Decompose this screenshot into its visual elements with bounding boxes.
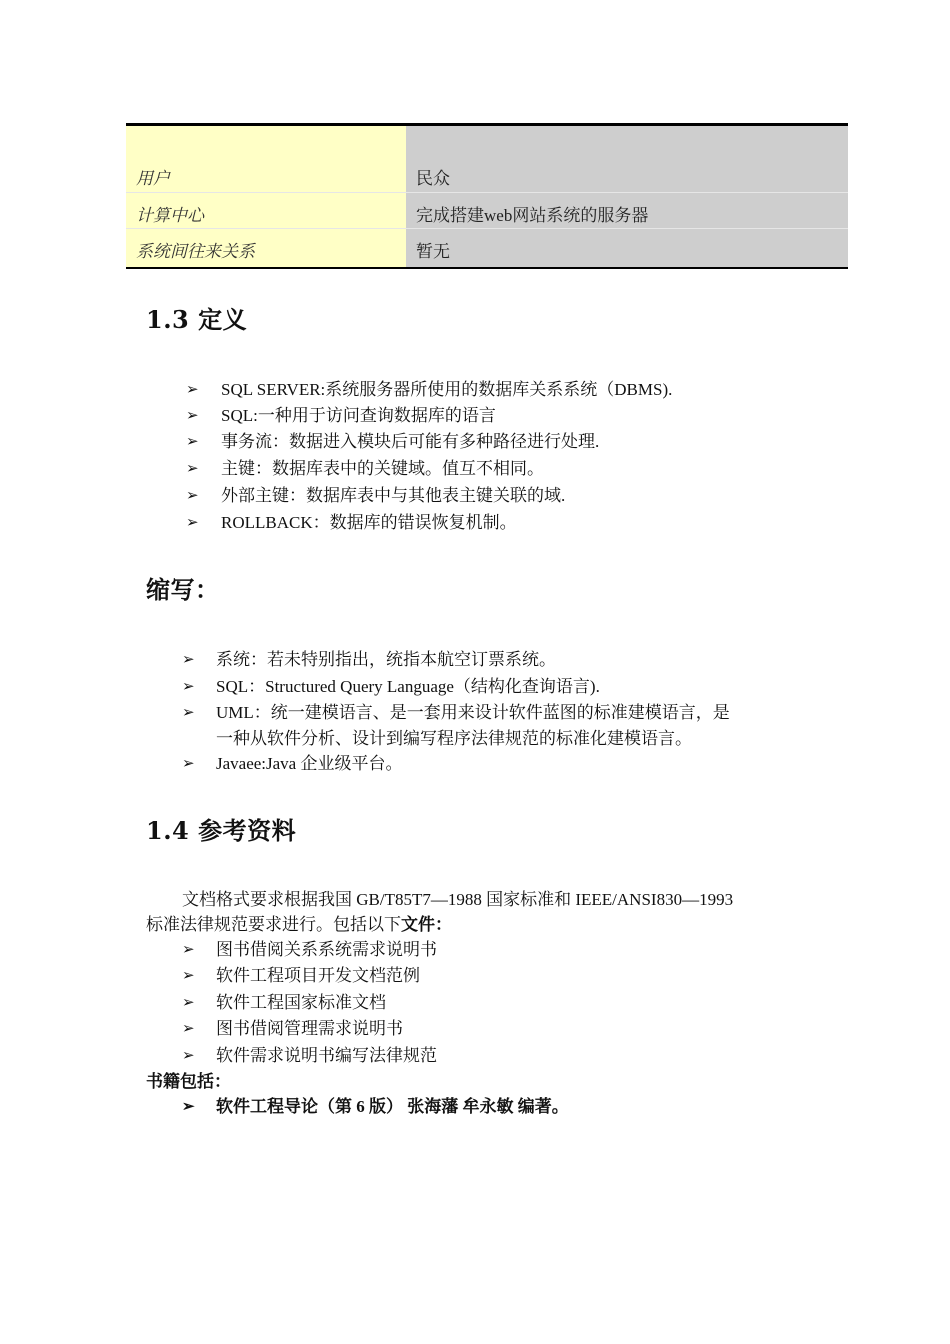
bullet-arrow-icon: ➢ (182, 1021, 195, 1037)
list-item: 软件工程国家标准文档 (216, 993, 386, 1012)
paragraph-text: 标准法律规范要求进行。包括以下 (146, 915, 401, 934)
book-reference: 软件工程导论（第 6 版） 张海藩 牟永敏 编著。 (216, 1097, 569, 1116)
section-heading-definitions: 1.3 定义 (146, 305, 248, 334)
bullet-arrow-icon: ➢ (182, 942, 195, 958)
bullet-arrow-icon: ➢ (182, 1048, 195, 1064)
bullet-arrow-icon: ➢ (186, 461, 199, 477)
table-row (126, 228, 848, 265)
list-item: 系统：若未特别指出，统指本航空订票系统。 (216, 650, 556, 669)
list-item: SQL:一种用于访问查询数据库的语言 (221, 406, 496, 425)
books-label: 书籍包括： (146, 1072, 231, 1091)
bullet-arrow-icon: ➢ (182, 995, 195, 1011)
section-heading-references: 1.4 参考资料 (146, 816, 297, 845)
paragraph-line (146, 912, 452, 938)
bullet-arrow-icon: ➢ (182, 679, 195, 695)
list-item: Javaee:Java 企业级平台。 (216, 754, 403, 773)
bullet-arrow-icon: ➢ (186, 515, 199, 531)
bullet-arrow-icon: ➢ (182, 968, 195, 984)
list-item: UML：统一建模语言、是一套用来设计软件蓝图的标准建模语言，是 (216, 703, 730, 722)
bullet-arrow-icon: ➢ (186, 408, 199, 424)
list-item: SQL：Structured Query Language（结构化查询语言). (216, 677, 600, 696)
bullet-arrow-icon: ➢ (186, 488, 199, 504)
info-table (126, 123, 848, 269)
list-item: 图书借阅管理需求说明书 (216, 1019, 403, 1038)
list-item: 事务流：数据进入模块后可能有多种路径进行处理. (221, 432, 600, 451)
table-key: 计算中心 (136, 206, 204, 225)
table-key: 用户 (136, 169, 170, 188)
bullet-arrow-icon: ➢ (182, 705, 195, 721)
section-heading-abbreviations: 缩写： (146, 575, 220, 604)
bullet-arrow-icon: ➢ (182, 652, 195, 668)
list-item-continuation: 一种从软件分析、设计到编写程序法律规范的标准化建模语言。 (216, 729, 692, 748)
bullet-arrow-icon: ➢ (186, 434, 199, 450)
list-item: 主键：数据库表中的关键域。值互不相同。 (221, 459, 544, 478)
bullet-arrow-icon: ➢ (182, 756, 195, 772)
table-row (126, 192, 848, 229)
list-item: 软件工程项目开发文档范例 (216, 966, 420, 985)
list-item: 图书借阅关系系统需求说明书 (216, 940, 437, 959)
table-value: 暂无 (416, 242, 450, 261)
paragraph-bold-text: 文件： (401, 915, 452, 934)
table-value: 完成搭建web网站系统的服务器 (416, 206, 649, 225)
list-item: SQL SERVER:系统服务器所使用的数据库关系系统（DBMS). (221, 380, 673, 399)
bullet-arrow-icon: ➢ (182, 1099, 195, 1115)
paragraph-line: 文档格式要求根据我国 GB/T85T7—1988 国家标准和 IEEE/ANSI830—1993 (182, 890, 734, 909)
table-key: 系统间往来关系 (136, 242, 255, 261)
bullet-arrow-icon: ➢ (186, 382, 199, 398)
table-value: 民众 (416, 169, 450, 188)
list-item: 外部主键：数据库表中与其他表主键关联的域. (221, 486, 566, 505)
list-item: 软件需求说明书编写法律规范 (216, 1046, 437, 1065)
list-item: ROLLBACK：数据库的错误恢复机制。 (221, 513, 517, 532)
table-row (126, 156, 848, 192)
